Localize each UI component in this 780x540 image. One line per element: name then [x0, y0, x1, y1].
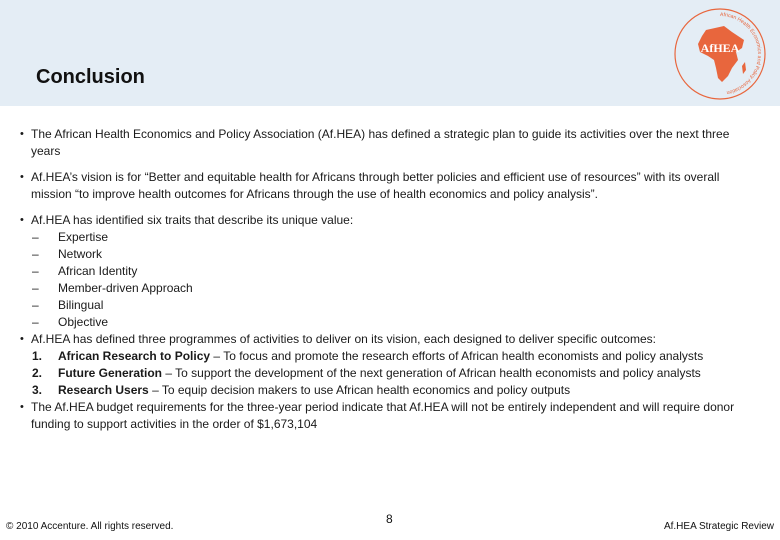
- trait-item: – Network: [32, 247, 103, 261]
- bullet-programmes: • Af.HEA has defined three programmes of activities to deliver on its vision, each designed to deliver specific outcomes:: [20, 331, 755, 348]
- slide-body: [20, 126, 755, 433]
- header-band: [0, 0, 780, 106]
- programme-item: 2. Future Generation – To support the development of the next generation of African health economists and policy analysts: [32, 366, 701, 380]
- footer-document-title: Af.HEA Strategic Review: [663, 521, 774, 532]
- trait-item: – Member-driven Approach: [32, 281, 193, 295]
- programme-item: 3. Research Users – To equip decision makers to use African health economics and policy outputs: [32, 383, 571, 397]
- logo-ring-text: African Health Economics and Policy Association: [719, 11, 763, 96]
- bullet-strategic-plan: • The African Health Economics and Policy Association (Af.HEA) has defined a strategic plan to guide its activities over the next three years: [20, 126, 755, 160]
- logo-wordmark: AfHEA: [700, 41, 740, 55]
- footer-copyright: © 2010 Accenture. All rights reserved.: [6, 521, 174, 532]
- trait-item: – African Identity: [32, 264, 138, 278]
- programme-item: 1. African Research to Policy – To focus and promote the research efforts of African health economists and policy analysts: [32, 349, 704, 363]
- slide-title: Conclusion: [36, 66, 145, 88]
- trait-item: – Bilingual: [32, 298, 104, 312]
- bullet-vision: • Af.HEA’s vision is for “Better and equitable health for Africans through better policies and efficient use of resources” with its overall mission “to improve health outcomes for Africans through the use of health economics and policy analysis”.: [20, 169, 755, 203]
- trait-item: – Objective: [32, 315, 109, 329]
- afhea-logo: [672, 6, 768, 102]
- bullet-traits: • Af.HEA has identified six traits that describe its unique value:: [20, 212, 755, 229]
- madagascar-icon: [742, 62, 746, 74]
- trait-item: – Expertise: [32, 230, 109, 244]
- bullet-budget: • The Af.HEA budget requirements for the three-year period indicate that Af.HEA will not be entirely independent and will require donor funding to support activities in the order of $1,673,104: [20, 399, 755, 433]
- page-number: 8: [386, 512, 393, 526]
